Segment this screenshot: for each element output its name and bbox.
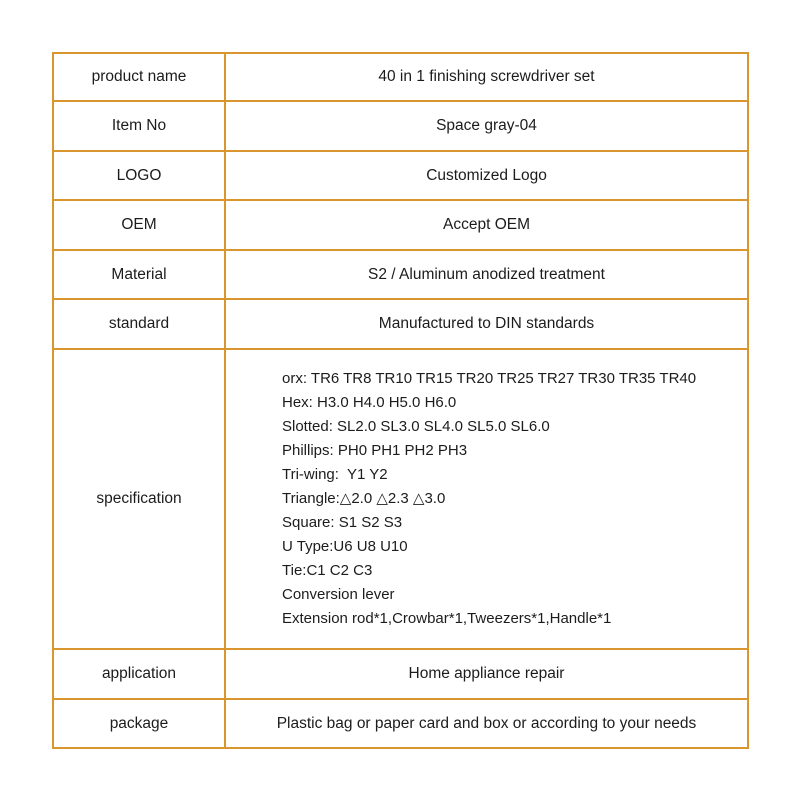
spec-line-square: Square: S1 S2 S3 [282, 514, 403, 531]
spec-line-tri-wing: Tri-wing: Y1 Y2 [282, 466, 388, 483]
table-row-package [53, 699, 748, 748]
row-label-specification: specification [53, 349, 225, 649]
table-row-oem [53, 200, 748, 250]
product-spec-table-body [53, 53, 748, 748]
row-label-application: application [53, 649, 225, 699]
row-value-specification [225, 349, 748, 649]
row-value-material: S2 / Aluminum anodized treatment [225, 250, 748, 299]
table-row-material [53, 250, 748, 299]
table-row-product-name [53, 53, 748, 101]
spec-line-accessories: Extension rod*1,Crowbar*1,Tweezers*1,Handle*1 [282, 610, 612, 627]
spec-line-triangle: Triangle:△2.0 △2.3 △3.0 [282, 490, 446, 507]
spec-line-hex: Hex: H3.0 H4.0 H5.0 H6.0 [282, 394, 457, 411]
spec-line-torx: orx: TR6 TR8 TR10 TR15 TR20 TR25 TR27 TR30 TR35 TR40 [282, 370, 697, 387]
spec-line-tie: Tie:C1 C2 C3 [282, 562, 373, 579]
row-label-oem: OEM [53, 200, 225, 250]
row-value-application: Home appliance repair [225, 649, 748, 699]
row-label-material: Material [53, 250, 225, 299]
table-row-item-no [53, 101, 748, 151]
table-row-specification [53, 349, 748, 649]
row-label-package: package [53, 699, 225, 748]
row-value-oem: Accept OEM [225, 200, 748, 250]
row-label-item-no: Item No [53, 101, 225, 151]
spec-line-slotted: Slotted: SL2.0 SL3.0 SL4.0 SL5.0 SL6.0 [282, 418, 550, 435]
row-value-logo: Customized Logo [225, 151, 748, 200]
row-label-product-name: product name [53, 53, 225, 101]
spec-line-conversion-lever: Conversion lever [282, 586, 395, 603]
row-label-standard: standard [53, 299, 225, 349]
table-row-logo [53, 151, 748, 200]
spec-line-u-type: U Type:U6 U8 U10 [282, 538, 408, 555]
row-label-logo: LOGO [53, 151, 225, 200]
product-spec-table [52, 52, 749, 749]
table-row-application [53, 649, 748, 699]
row-value-item-no: Space gray-04 [225, 101, 748, 151]
table-row-standard [53, 299, 748, 349]
spec-line-phillips: Phillips: PH0 PH1 PH2 PH3 [282, 442, 468, 459]
row-value-product-name: 40 in 1 finishing screwdriver set [225, 53, 748, 101]
row-value-standard: Manufactured to DIN standards [225, 299, 748, 349]
row-value-package: Plastic bag or paper card and box or according to your needs [225, 699, 748, 748]
